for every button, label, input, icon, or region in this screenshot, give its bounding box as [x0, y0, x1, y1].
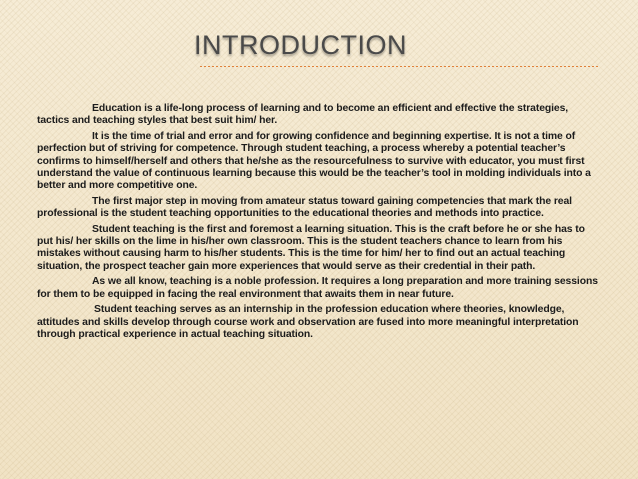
paragraph: It is the time of trial and error and for growing confidence and beginning expertise. It is not a time of perfection but of striving for competence. Through student teaching, a process whereby a potential teacher’s confirms to himself/herself and others that he/she as the resourcefulness to survive with educator, you must first understand the value of continuous learning because this would be the teacher’s tool in molding individuals into a better and more competitive one. [37, 130, 591, 192]
paragraph: Student teaching is the first and foremost a learning situation. This is the craft before he or she has to put his/ her skills on the lime in his/her own classroom. This is the student teachers chance to learn from his mistakes without causing harm to his/her students. This is the time for him/ her to find out an actual teaching situation, the prospect teacher gain more experiences that would serve as their credential in their path. [37, 223, 585, 272]
paragraph: Student teaching serves as an internship in the profession education where theories, knowledge, attitudes and skills develop through course work and observation are fused into more meaningful interpretation through practical experience in actual teaching situation. [37, 304, 579, 340]
paragraph: The first major step in moving from amateur status toward gaining competencies that mark the real professional is the student teaching opportunities to the educational theories and methods into practice. [37, 195, 572, 220]
slide-body [37, 103, 599, 344]
paragraph: As we all know, teaching is a noble profession. It requires a long preparation and more training sessions for them to be equipped in facing the real environment that awaits them in near future. [37, 276, 598, 300]
title-underline [200, 66, 598, 67]
paragraph: Education is a life-long process of learning and to become an efficient and effective the strategies, tactics and teaching styles that best suit him/ her. [37, 103, 569, 127]
slide-title: INTRODUCTION [194, 30, 407, 60]
